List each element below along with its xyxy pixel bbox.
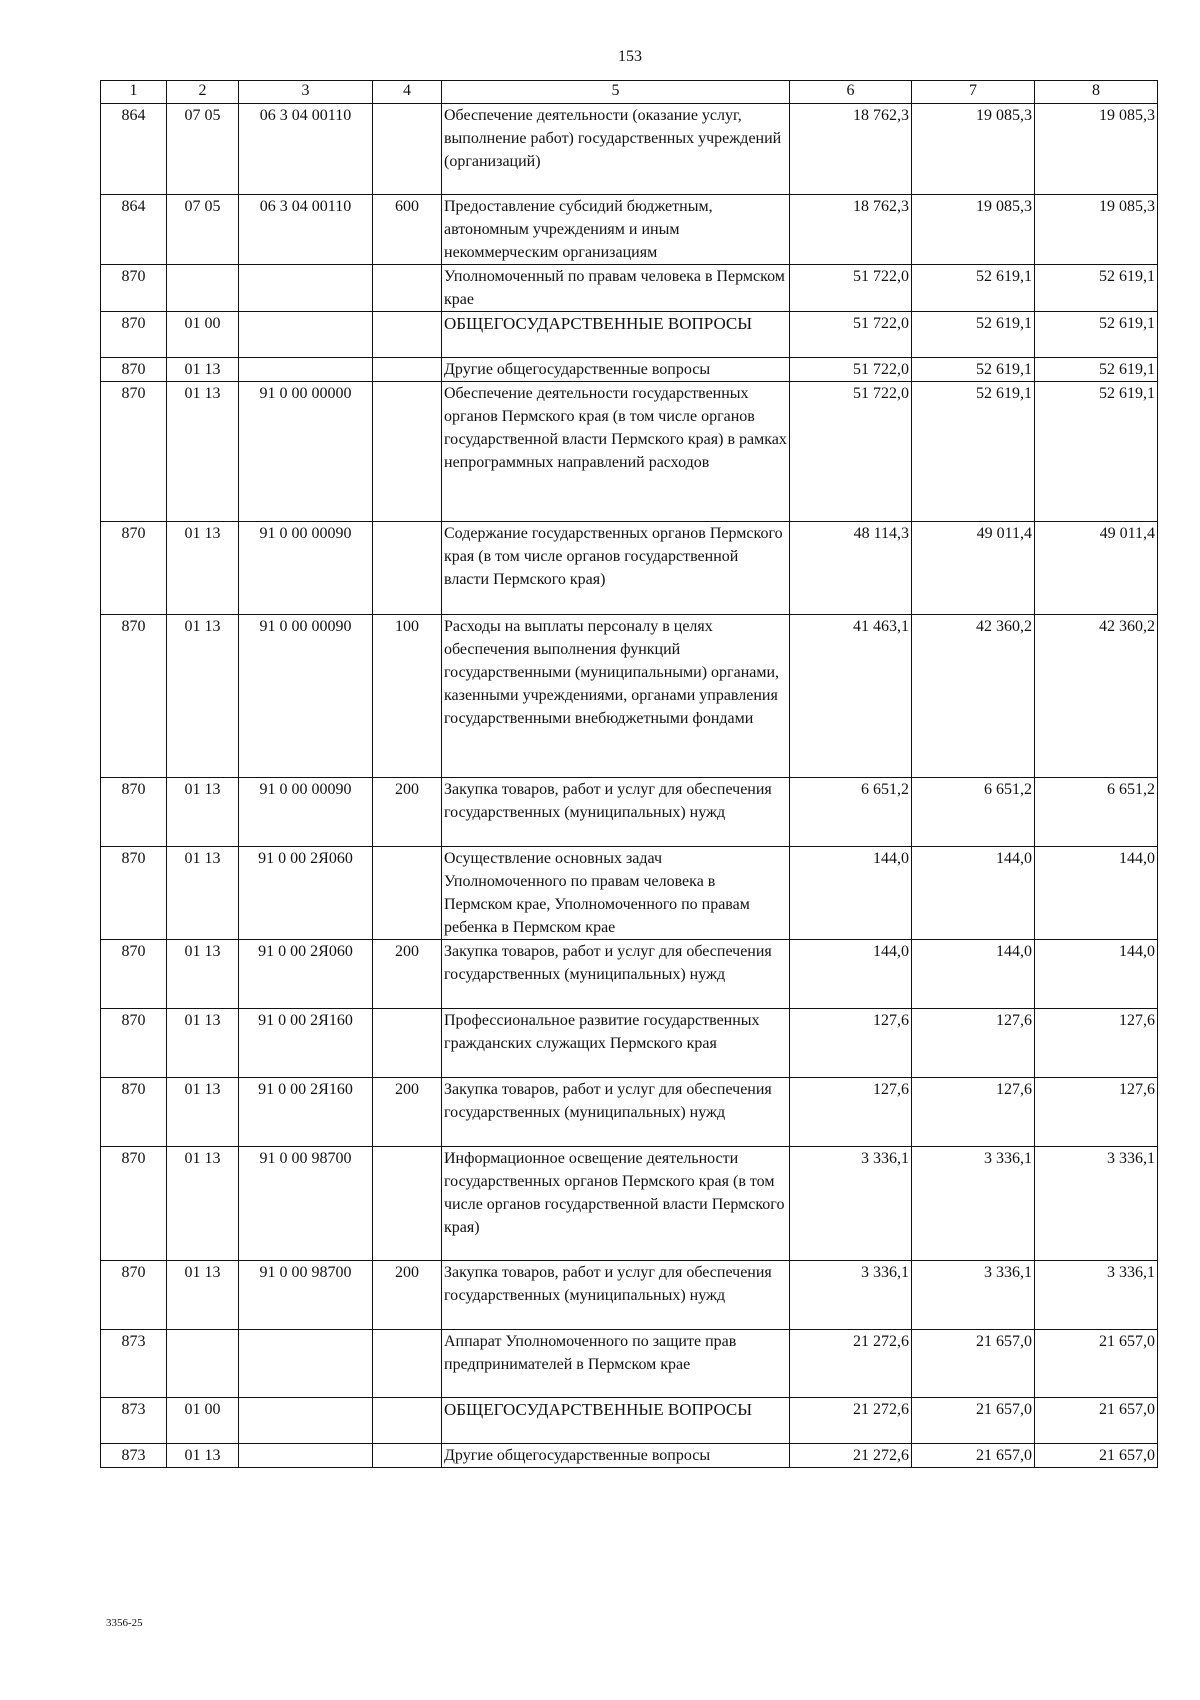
cell-description: ОБЩЕГОСУДАРСТВЕННЫЕ ВОПРОСЫ bbox=[442, 1398, 790, 1444]
cell-description: Закупка товаров, работ и услуг для обеспечения государственных (муниципальных) нужд bbox=[442, 1078, 790, 1147]
cell-amount-7: 49 011,4 bbox=[912, 522, 1035, 615]
cell-amount-6: 51 722,0 bbox=[790, 265, 912, 312]
cell-admin: 870 bbox=[101, 1147, 167, 1261]
column-header: 3 bbox=[239, 81, 373, 104]
cell-section bbox=[167, 1330, 239, 1398]
cell-target-article bbox=[239, 1398, 373, 1444]
cell-amount-8: 52 619,1 bbox=[1035, 265, 1158, 312]
cell-expense-type bbox=[373, 312, 442, 358]
table-row bbox=[101, 522, 1158, 615]
cell-expense-type bbox=[373, 1009, 442, 1078]
table-row bbox=[101, 1330, 1158, 1398]
cell-amount-7: 21 657,0 bbox=[912, 1330, 1035, 1398]
cell-amount-6: 51 722,0 bbox=[790, 312, 912, 358]
cell-expense-type: 200 bbox=[373, 1261, 442, 1330]
cell-amount-7: 52 619,1 bbox=[912, 265, 1035, 312]
cell-target-article bbox=[239, 1330, 373, 1398]
cell-description: Профессиональное развитие государственных гражданских служащих Пермского края bbox=[442, 1009, 790, 1078]
cell-section: 01 13 bbox=[167, 1147, 239, 1261]
cell-description: Аппарат Уполномоченного по защите прав предпринимателей в Пермском крае bbox=[442, 1330, 790, 1398]
cell-admin: 870 bbox=[101, 358, 167, 382]
cell-section: 01 13 bbox=[167, 940, 239, 1009]
cell-section: 01 13 bbox=[167, 615, 239, 778]
cell-amount-8: 21 657,0 bbox=[1035, 1444, 1158, 1468]
cell-description: Закупка товаров, работ и услуг для обеспечения государственных (муниципальных) нужд bbox=[442, 778, 790, 847]
cell-section: 01 13 bbox=[167, 1078, 239, 1147]
cell-amount-6: 3 336,1 bbox=[790, 1261, 912, 1330]
cell-expense-type: 100 bbox=[373, 615, 442, 778]
cell-description: Обеспечение деятельности (оказание услуг, выполнение работ) государственных учреждений (организаций) bbox=[442, 104, 790, 195]
cell-amount-7: 144,0 bbox=[912, 940, 1035, 1009]
cell-description: Содержание государственных органов Пермского края (в том числе органов государственной власти Пермского края) bbox=[442, 522, 790, 615]
cell-amount-6: 21 272,6 bbox=[790, 1398, 912, 1444]
cell-amount-8: 127,6 bbox=[1035, 1009, 1158, 1078]
cell-section: 01 13 bbox=[167, 1444, 239, 1468]
table-row bbox=[101, 778, 1158, 847]
cell-section: 01 13 bbox=[167, 522, 239, 615]
cell-admin: 873 bbox=[101, 1398, 167, 1444]
document-code: 3356-25 bbox=[106, 1617, 143, 1629]
cell-amount-7: 127,6 bbox=[912, 1078, 1035, 1147]
cell-amount-7: 52 619,1 bbox=[912, 382, 1035, 522]
cell-expense-type bbox=[373, 847, 442, 940]
table-row bbox=[101, 847, 1158, 940]
cell-amount-7: 6 651,2 bbox=[912, 778, 1035, 847]
cell-target-article: 06 3 04 00110 bbox=[239, 104, 373, 195]
cell-amount-8: 49 011,4 bbox=[1035, 522, 1158, 615]
cell-amount-6: 144,0 bbox=[790, 847, 912, 940]
cell-description: Обеспечение деятельности государственных органов Пермского края (в том числе органов государственной власти Пермского края) в рамках непрограммных направлений расходов bbox=[442, 382, 790, 522]
cell-amount-6: 144,0 bbox=[790, 940, 912, 1009]
cell-admin: 873 bbox=[101, 1330, 167, 1398]
cell-amount-7: 144,0 bbox=[912, 847, 1035, 940]
page-number: 153 bbox=[618, 48, 642, 65]
cell-admin: 870 bbox=[101, 1009, 167, 1078]
cell-section: 01 13 bbox=[167, 1009, 239, 1078]
cell-amount-8: 19 085,3 bbox=[1035, 195, 1158, 265]
cell-amount-7: 3 336,1 bbox=[912, 1261, 1035, 1330]
cell-target-article bbox=[239, 358, 373, 382]
cell-amount-8: 3 336,1 bbox=[1035, 1147, 1158, 1261]
cell-amount-8: 127,6 bbox=[1035, 1078, 1158, 1147]
cell-description: Предоставление субсидий бюджетным, автономным учреждениям и иным некоммерческим организациям bbox=[442, 195, 790, 265]
cell-admin: 870 bbox=[101, 265, 167, 312]
cell-section: 01 13 bbox=[167, 358, 239, 382]
cell-amount-6: 3 336,1 bbox=[790, 1147, 912, 1261]
cell-description: Расходы на выплаты персоналу в целях обеспечения выполнения функций государственными (муниципальными) органами, казенными учреждениями, органами управления государственными внебюджетными фондами bbox=[442, 615, 790, 778]
cell-target-article: 91 0 00 2Я160 bbox=[239, 1078, 373, 1147]
cell-section: 01 00 bbox=[167, 1398, 239, 1444]
cell-target-article: 91 0 00 2Я060 bbox=[239, 847, 373, 940]
cell-amount-7: 21 657,0 bbox=[912, 1444, 1035, 1468]
cell-admin: 870 bbox=[101, 778, 167, 847]
table-row bbox=[101, 358, 1158, 382]
cell-target-article: 91 0 00 98700 bbox=[239, 1147, 373, 1261]
table-row bbox=[101, 1398, 1158, 1444]
cell-admin: 870 bbox=[101, 1261, 167, 1330]
column-header: 2 bbox=[167, 81, 239, 104]
cell-amount-6: 21 272,6 bbox=[790, 1444, 912, 1468]
cell-amount-8: 42 360,2 bbox=[1035, 615, 1158, 778]
cell-target-article bbox=[239, 265, 373, 312]
cell-amount-7: 52 619,1 bbox=[912, 312, 1035, 358]
cell-amount-6: 18 762,3 bbox=[790, 104, 912, 195]
cell-amount-7: 52 619,1 bbox=[912, 358, 1035, 382]
table-row bbox=[101, 104, 1158, 195]
table-row bbox=[101, 265, 1158, 312]
cell-amount-7: 127,6 bbox=[912, 1009, 1035, 1078]
cell-target-article: 91 0 00 00090 bbox=[239, 778, 373, 847]
cell-amount-7: 19 085,3 bbox=[912, 104, 1035, 195]
cell-amount-6: 127,6 bbox=[790, 1009, 912, 1078]
cell-section: 07 05 bbox=[167, 195, 239, 265]
cell-target-article: 91 0 00 00000 bbox=[239, 382, 373, 522]
cell-target-article bbox=[239, 312, 373, 358]
cell-expense-type: 600 bbox=[373, 195, 442, 265]
cell-section: 01 13 bbox=[167, 382, 239, 522]
budget-table bbox=[100, 80, 1158, 1468]
table-row bbox=[101, 1147, 1158, 1261]
cell-expense-type bbox=[373, 1330, 442, 1398]
cell-expense-type bbox=[373, 358, 442, 382]
cell-admin: 870 bbox=[101, 1078, 167, 1147]
cell-expense-type: 200 bbox=[373, 778, 442, 847]
column-header: 8 bbox=[1035, 81, 1158, 104]
column-header: 6 bbox=[790, 81, 912, 104]
cell-amount-6: 51 722,0 bbox=[790, 358, 912, 382]
cell-admin: 870 bbox=[101, 847, 167, 940]
cell-amount-6: 41 463,1 bbox=[790, 615, 912, 778]
cell-amount-7: 19 085,3 bbox=[912, 195, 1035, 265]
cell-description: ОБЩЕГОСУДАРСТВЕННЫЕ ВОПРОСЫ bbox=[442, 312, 790, 358]
cell-section: 07 05 bbox=[167, 104, 239, 195]
cell-amount-7: 3 336,1 bbox=[912, 1147, 1035, 1261]
table-row bbox=[101, 1261, 1158, 1330]
table-row bbox=[101, 615, 1158, 778]
cell-section: 01 13 bbox=[167, 847, 239, 940]
cell-amount-8: 52 619,1 bbox=[1035, 382, 1158, 522]
cell-target-article: 91 0 00 98700 bbox=[239, 1261, 373, 1330]
table-row bbox=[101, 1078, 1158, 1147]
cell-target-article: 91 0 00 00090 bbox=[239, 522, 373, 615]
cell-admin: 870 bbox=[101, 382, 167, 522]
cell-target-article: 91 0 00 2Я060 bbox=[239, 940, 373, 1009]
cell-section: 01 13 bbox=[167, 1261, 239, 1330]
cell-admin: 870 bbox=[101, 940, 167, 1009]
cell-amount-8: 19 085,3 bbox=[1035, 104, 1158, 195]
table-row bbox=[101, 195, 1158, 265]
cell-expense-type bbox=[373, 1147, 442, 1261]
cell-expense-type: 200 bbox=[373, 1078, 442, 1147]
cell-amount-7: 21 657,0 bbox=[912, 1398, 1035, 1444]
column-header: 1 bbox=[101, 81, 167, 104]
cell-section bbox=[167, 265, 239, 312]
cell-target-article: 06 3 04 00110 bbox=[239, 195, 373, 265]
cell-expense-type bbox=[373, 265, 442, 312]
cell-expense-type bbox=[373, 104, 442, 195]
cell-admin: 870 bbox=[101, 615, 167, 778]
cell-admin: 864 bbox=[101, 195, 167, 265]
cell-amount-8: 52 619,1 bbox=[1035, 312, 1158, 358]
cell-expense-type bbox=[373, 382, 442, 522]
cell-amount-8: 144,0 bbox=[1035, 940, 1158, 1009]
cell-amount-7: 42 360,2 bbox=[912, 615, 1035, 778]
cell-description: Закупка товаров, работ и услуг для обеспечения государственных (муниципальных) нужд bbox=[442, 1261, 790, 1330]
cell-amount-6: 6 651,2 bbox=[790, 778, 912, 847]
column-header: 7 bbox=[912, 81, 1035, 104]
cell-amount-8: 144,0 bbox=[1035, 847, 1158, 940]
column-header: 5 bbox=[442, 81, 790, 104]
cell-section: 01 00 bbox=[167, 312, 239, 358]
cell-target-article bbox=[239, 1444, 373, 1468]
cell-description: Осуществление основных задач Уполномоченного по правам человека в Пермском крае, Уполномоченного по правам ребенка в Пермском крае bbox=[442, 847, 790, 940]
cell-admin: 864 bbox=[101, 104, 167, 195]
cell-amount-6: 21 272,6 bbox=[790, 1330, 912, 1398]
cell-description: Информационное освещение деятельности государственных органов Пермского края (в том числе органов государственной власти Пермского края) bbox=[442, 1147, 790, 1261]
cell-expense-type bbox=[373, 1398, 442, 1444]
cell-amount-6: 18 762,3 bbox=[790, 195, 912, 265]
cell-target-article: 91 0 00 00090 bbox=[239, 615, 373, 778]
table-row bbox=[101, 312, 1158, 358]
cell-description: Закупка товаров, работ и услуг для обеспечения государственных (муниципальных) нужд bbox=[442, 940, 790, 1009]
table-row bbox=[101, 940, 1158, 1009]
column-header: 4 bbox=[373, 81, 442, 104]
cell-amount-8: 21 657,0 bbox=[1035, 1398, 1158, 1444]
cell-description: Другие общегосударственные вопросы bbox=[442, 1444, 790, 1468]
cell-description: Уполномоченный по правам человека в Пермском крае bbox=[442, 265, 790, 312]
cell-admin: 873 bbox=[101, 1444, 167, 1468]
cell-amount-6: 127,6 bbox=[790, 1078, 912, 1147]
cell-admin: 870 bbox=[101, 312, 167, 358]
cell-admin: 870 bbox=[101, 522, 167, 615]
cell-description: Другие общегосударственные вопросы bbox=[442, 358, 790, 382]
cell-amount-8: 21 657,0 bbox=[1035, 1330, 1158, 1398]
cell-amount-8: 3 336,1 bbox=[1035, 1261, 1158, 1330]
cell-amount-8: 6 651,2 bbox=[1035, 778, 1158, 847]
table-row bbox=[101, 1009, 1158, 1078]
header-row bbox=[101, 81, 1158, 104]
table-row bbox=[101, 382, 1158, 522]
cell-section: 01 13 bbox=[167, 778, 239, 847]
cell-expense-type: 200 bbox=[373, 940, 442, 1009]
cell-target-article: 91 0 00 2Я160 bbox=[239, 1009, 373, 1078]
table-row bbox=[101, 1444, 1158, 1468]
cell-amount-6: 51 722,0 bbox=[790, 382, 912, 522]
cell-expense-type bbox=[373, 1444, 442, 1468]
cell-expense-type bbox=[373, 522, 442, 615]
cell-amount-8: 52 619,1 bbox=[1035, 358, 1158, 382]
cell-amount-6: 48 114,3 bbox=[790, 522, 912, 615]
